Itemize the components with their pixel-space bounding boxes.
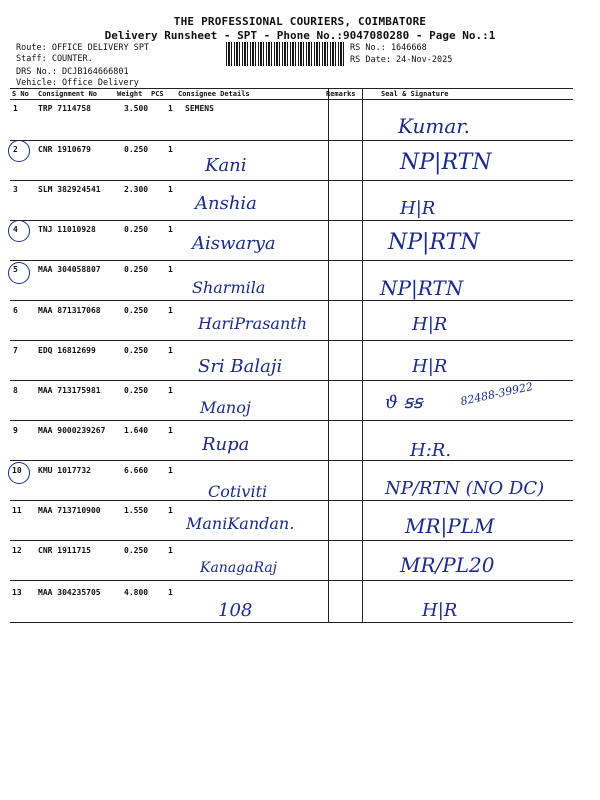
row-receiver-name: Rupa (202, 434, 250, 455)
row-sno: 8 (13, 386, 18, 395)
row-weight: 3.500 (124, 104, 149, 113)
row-consignment-no: TRP 7114758 (38, 104, 91, 113)
row-receiver-name: Cotiviti (208, 482, 268, 501)
row-receiver-name: 108 (218, 600, 253, 621)
row-signature: MR|PLM (405, 514, 495, 538)
col-sno: S No (12, 90, 29, 98)
col-weight: Weight (117, 90, 143, 98)
row-consignment-no: EDQ 16812699 (38, 346, 96, 355)
row-consignment-no: CNR 1910679 (38, 145, 91, 154)
row-divider (10, 580, 573, 581)
row-divider (10, 180, 573, 181)
row-divider (10, 540, 573, 541)
row-signature: NP|RTN (380, 276, 464, 300)
row-receiver-name: Aiswarya (192, 233, 276, 254)
row-pcs: 1 (168, 588, 173, 597)
row-sno: 12 (12, 546, 22, 555)
row-divider (10, 380, 573, 381)
row-signature: NP|RTN (388, 230, 480, 255)
circle-mark (8, 220, 30, 242)
row-receiver-name: Anshia (195, 193, 257, 214)
row-consignment-no: KMU 1017732 (38, 466, 91, 475)
col-consignee: Consignee Details (178, 90, 250, 98)
row-receiver-name: KanagaRaj (200, 560, 278, 576)
row-pcs: 1 (168, 466, 173, 475)
header-top-rule (10, 88, 573, 89)
row-signature: MR/PL20 (400, 553, 495, 577)
row-consignment-no: MAA 9000239267 (38, 426, 106, 435)
row-sno: 1 (13, 104, 18, 113)
row-sno: 11 (12, 506, 22, 515)
remarks-divider (328, 88, 329, 623)
col-remarks: Remarks (326, 90, 356, 98)
row-consignment-no: MAA 304235705 (38, 588, 101, 597)
row-pcs: 1 (168, 426, 173, 435)
row-pcs: 1 (168, 506, 173, 515)
col-pcs: PCS (151, 90, 164, 98)
row-signature: 82488-39922 (459, 379, 535, 408)
row-weight: 0.250 (124, 145, 149, 154)
col-seal-signature: Seal & Signature (381, 90, 449, 98)
row-divider (10, 420, 573, 421)
row-signature: NP/RTN (NO DC) (385, 478, 545, 499)
row-consignment-no: MAA 871317068 (38, 306, 101, 315)
circle-mark (8, 262, 30, 284)
staff-label: Staff: COUNTER. (16, 54, 93, 64)
circle-mark (8, 140, 30, 162)
row-signature: H|R (422, 600, 458, 621)
row-divider (10, 140, 573, 141)
row-pcs: 1 (168, 145, 173, 154)
row-sno: 6 (13, 306, 18, 315)
row-weight: 0.250 (124, 546, 149, 555)
row-consignment-no: MAA 713175981 (38, 386, 101, 395)
row-weight: 0.250 (124, 346, 149, 355)
row-sno: 3 (13, 185, 18, 194)
row-weight: 0.250 (124, 386, 149, 395)
row-sno: 4 (13, 225, 18, 234)
rs-no-label: RS No.: 1646668 (350, 43, 427, 53)
row-divider (10, 500, 573, 501)
row-divider (10, 622, 573, 623)
row-receiver-name: Manoj (200, 398, 251, 417)
row-divider (10, 260, 573, 261)
row-pcs: 1 (168, 185, 173, 194)
row-consignment-no: TNJ 11010928 (38, 225, 96, 234)
row-sno: 9 (13, 426, 18, 435)
row-consignment-no: CNR 1911715 (38, 546, 91, 555)
row-sno: 7 (13, 346, 18, 355)
company-title: THE PROFESSIONAL COURIERS, COIMBATORE (173, 15, 427, 28)
row-divider (10, 340, 573, 341)
row-sno: 2 (13, 145, 18, 154)
row-sno: 5 (13, 265, 18, 274)
row-weight: 1.640 (124, 426, 149, 435)
row-divider (10, 220, 573, 221)
row-signature: H|R (412, 314, 448, 335)
row-weight: 0.250 (124, 265, 149, 274)
row-signature: NP|RTN (400, 150, 492, 175)
rs-date-label: RS Date: 24-Nov-2025 (350, 55, 453, 65)
barcode-image (226, 42, 346, 66)
row-pcs: 1 (168, 306, 173, 315)
row-receiver-name: Sri Balaji (198, 356, 283, 377)
row-receiver-name: Kani (205, 155, 247, 176)
signature-divider (362, 88, 363, 623)
row-signature: H|R (412, 356, 448, 377)
row-sno: 13 (12, 588, 22, 597)
row-consignment-no: SLM 382924541 (38, 185, 101, 194)
row-pcs: 1 (168, 346, 173, 355)
runsheet-subtitle: Delivery Runsheet - SPT - Phone No.:9047080280 - Page No.:1 (104, 29, 496, 42)
row-divider (10, 460, 573, 461)
col-consignment: Consignment No (38, 90, 98, 98)
row-receiver-name: Sharmila (192, 278, 266, 297)
row-weight: 0.250 (124, 225, 149, 234)
row-divider (10, 300, 573, 301)
row-signature: H:R. (410, 440, 452, 461)
row-pcs: 1 (168, 386, 173, 395)
row-weight: 6.660 (124, 466, 149, 475)
row-signature: Kumar. (398, 114, 470, 138)
row-consignee: SEMENS (185, 104, 214, 113)
row-weight: 1.550 (124, 506, 149, 515)
row-consignment-no: MAA 304058807 (38, 265, 101, 274)
row-sno: 10 (12, 466, 22, 475)
route-label: Route: OFFICE DELIVERY SPT (16, 43, 150, 53)
row-signature: H|R (400, 198, 436, 219)
row-consignment-no: MAA 713710900 (38, 506, 101, 515)
row-weight: 2.300 (124, 185, 149, 194)
vehicle-label: Vehicle: Office Delivery (16, 78, 139, 88)
row-weight: 4.800 (124, 588, 149, 597)
row-pcs: 1 (168, 225, 173, 234)
row-pcs: 1 (168, 546, 173, 555)
header-bottom-rule (10, 99, 573, 100)
row-pcs: 1 (168, 265, 173, 274)
signature-scribble: ϑ ꞩꞩ (385, 392, 423, 413)
row-receiver-name: HariPrasanth (198, 314, 307, 333)
row-weight: 0.250 (124, 306, 149, 315)
drs-label: DRS No.: DCJB164666801 (16, 67, 129, 77)
row-pcs: 1 (168, 104, 173, 113)
row-receiver-name: ManiKandan. (186, 514, 295, 533)
